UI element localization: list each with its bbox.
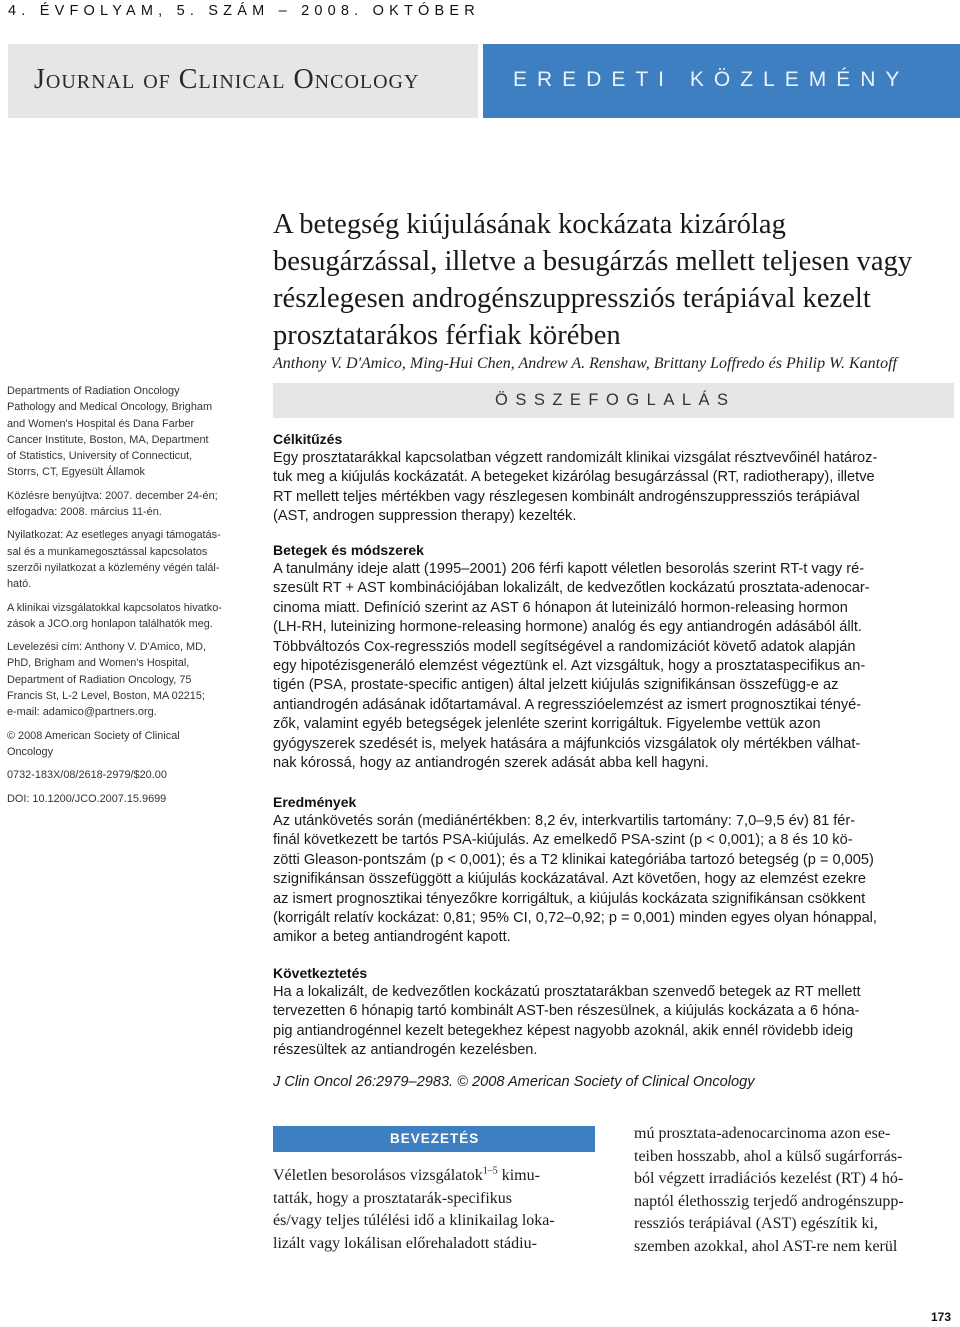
dates-line: Közlésre benyújtva: 2007. december 24-én; bbox=[7, 489, 218, 502]
trials-line: A klinikai vizsgálatokkal kapcsolatos hivatko- bbox=[7, 601, 222, 614]
section-title: Célkitűzés bbox=[273, 431, 343, 447]
section-line: egy hipotézisgeneráló elemzést végeztünk el. Azt vizsgáltuk, hogy a prosztataspecifikus an- bbox=[273, 658, 866, 675]
intro-right-column bbox=[634, 1123, 956, 1258]
intro-heading: BEVEZETÉS bbox=[390, 1131, 480, 1146]
abstract-conclusion bbox=[273, 964, 957, 1061]
section-line: (LH-RH, luteinizing hormone-releasing hormone) analóg és egy antiandrogén adásából állt. bbox=[273, 619, 862, 636]
section-line: szesült RT + AST kombinációjában lokalizált, de kedvezőtlen kockázatú prosztata-adenocar- bbox=[273, 580, 870, 597]
section-line: tuk meg a kiújulás kockázatát. A betegeket kizárólag besugárzással (RT, radiotherapy), illetve bbox=[273, 469, 875, 486]
header-band bbox=[0, 44, 960, 118]
section-title: Eredmények bbox=[273, 794, 357, 810]
correspondence-line: PhD, Brigham and Women's Hospital, bbox=[7, 657, 190, 670]
correspondence-line: Francis St, L-2 Level, Boston, MA 02215; bbox=[7, 690, 205, 703]
submission-dates bbox=[7, 488, 229, 521]
page-number: 173 bbox=[931, 1310, 952, 1324]
section-line: gyógyszerek szedését is, melyek hatására a májfunkciós vizsgálatok oly mértékben válhat- bbox=[273, 735, 861, 752]
issue-line: 4. ÉVFOLYAM, 5. SZÁM – 2008. OKTÓBER bbox=[8, 3, 480, 19]
affiliation-line: Departments of Radiation Oncology bbox=[7, 385, 180, 397]
section-line: pig antiandrogénnel kezelt betegekhez képest nagyobb azoknál, akik ennél rövidebb ideig bbox=[273, 1022, 854, 1039]
section-line: tervezetten 6 hónapig tartó kombinált AST-ben részesülnek, a kiújulás kockázata a 6 hóna- bbox=[273, 1003, 860, 1020]
title-line: besugárzással, illetve a besugárzás mellett teljesen vagy bbox=[273, 246, 913, 277]
title-line: A betegség kiújulásának kockázata kizárólag bbox=[273, 209, 786, 240]
journal-name: Journal of Clinical Oncology bbox=[34, 64, 420, 95]
affiliation bbox=[7, 383, 229, 481]
affiliation-line: and Women's Hospital és Dana Farber bbox=[7, 417, 195, 430]
section-line: RT mellett teljes mértékben vagy részlegesen kombinált androgénszuppressziós terápiával bbox=[273, 488, 860, 505]
body-line: ból végzett irradiációs kezelést (RT) 4 hó- bbox=[634, 1170, 904, 1187]
body-line: teiben hosszabb, ahol a külső sugárforrás- bbox=[634, 1147, 903, 1165]
section-line: Ha a lokalizált, de kedvezőtlen kockázatú prosztatarákban szenvedő betegek az RT mellett bbox=[273, 984, 861, 1000]
section-line: (AST, androgen suppression therapy) kezelték. bbox=[273, 508, 577, 525]
abstract-heading: ÖSSZEFOGLALÁS bbox=[495, 391, 736, 409]
body-line: tatták, hogy a prosztatarák-specifikus bbox=[273, 1189, 513, 1207]
section-title: Következtetés bbox=[273, 965, 368, 981]
copyright bbox=[7, 728, 229, 761]
section-line: Egy prosztatarákkal kapcsolatban végzett randomizált klinikai vizsgálat résztvevőinél határoz- bbox=[273, 450, 878, 466]
correspondence-line: Department of Radiation Oncology, 75 bbox=[7, 673, 192, 686]
section-line: zötti Gleason-pontszám (p < 0,001); és a T2 klinikai kategóriába tartozó betegség (p = 0,005) bbox=[273, 851, 874, 868]
title-line: részlegesen androgénszuppressziós terápiával kezelt bbox=[273, 283, 871, 314]
section-line: Többváltozós Cox-regressziós modell segítségével a randomizációt követő adatok alapján bbox=[273, 638, 856, 655]
correspondence-line: Levelezési cím: Anthony V. D'Amico, MD, bbox=[7, 641, 206, 654]
body-line: szemben azokkal, ahol AST-re nem kerül bbox=[634, 1237, 898, 1255]
disclosure-line: szerzői nyilatkozat a közlemény végén talál- bbox=[7, 561, 220, 574]
section-title: Betegek és módszerek bbox=[273, 542, 424, 558]
abstract-objective bbox=[273, 430, 957, 527]
section-line: cinoma miatt. Definíció szerint az AST 6 hónapon át luteinizáló hormon-releasing hormon bbox=[273, 599, 848, 616]
affiliation-line: Storrs, CT, Egyesült Államok bbox=[7, 466, 145, 479]
affiliation-line: of Statistics, University of Connecticut, bbox=[7, 450, 193, 463]
affiliation-line: Pathology and Medical Oncology, Brigham bbox=[7, 401, 213, 414]
section-line: (korrigált relatív kockázat: 0,81; 95% CI, 0,72–0,92; p = 0,001) minden egyes olyan hónappal, bbox=[273, 910, 877, 927]
section-line: az ismert prognosztikai tényezőkre korrigáltuk, a kiújulás kockázata szignifikánsan csökkent bbox=[273, 890, 866, 907]
article-title bbox=[273, 206, 953, 354]
abstract-methods bbox=[273, 541, 957, 773]
disclosure-line: sal és a munkamegosztással kapcsolatos bbox=[7, 545, 208, 558]
correspondence-line: e-mail: adamico@partners.org. bbox=[7, 706, 157, 719]
section-line: finál következett be tartós PSA-kiújulás. Az emelkedő PSA-szint (p < 0,001); a 8 és 10 kö- bbox=[273, 832, 853, 849]
trial-references bbox=[7, 600, 229, 633]
trials-line: zások a JCO.org honlapon találhatók meg. bbox=[7, 617, 213, 630]
body-line: naptól élethosszig terjedő androgénszupp- bbox=[634, 1192, 904, 1210]
title-line: prosztatarákos férfiak körében bbox=[273, 320, 621, 351]
section-line: antiandrogén adásának időtartamával. A regresszióelemzést az ismert prognosztikai tényé- bbox=[273, 696, 862, 713]
body-line: és/vagy teljes túlélési idő a klinikailag loka- bbox=[273, 1212, 555, 1229]
body-line: ressziós terápiával (AST) egészítik ki, bbox=[634, 1215, 878, 1232]
body-line: mú prosztata-adenocarcinoma azon ese- bbox=[634, 1125, 891, 1142]
dates-line: elfogadva: 2008. március 11-én. bbox=[7, 506, 162, 519]
body-line: lizált vagy lokálisan előrehaladott stádiu- bbox=[273, 1234, 537, 1252]
intro-left-column bbox=[273, 1165, 595, 1255]
section-line: szignifikánsan összefüggött a kiújulás kockázatával. Azt követően, hogy az elemzést ezekre bbox=[273, 871, 866, 888]
section-line: tigén (PSA, prostate-specific antigen) által jelzett kiújulás szignifikánsan összefügg-e az bbox=[273, 677, 839, 694]
citation-ref: 1–5 bbox=[482, 1165, 498, 1177]
section-line: A tanulmány ideje alatt (1995–2001) 206 férfi kapott véletlen besorolás szerint RT-t vagy ré- bbox=[273, 561, 865, 577]
body-text: Véletlen besorolásos vizsgálatok bbox=[273, 1167, 483, 1184]
section-line: zők, valamint egyéb betegségek jelenléte szerint korrigáltuk. Figyelembe vettük azon bbox=[273, 716, 821, 733]
correspondence bbox=[7, 639, 229, 720]
journal-citation: J Clin Oncol 26:2979–2983. © 2008 American Society of Clinical Oncology bbox=[273, 1074, 755, 1090]
abstract-results bbox=[273, 793, 957, 948]
section-line: nak kórossá, hogy az antiandrogén szerek adását abba kell hagyni. bbox=[273, 755, 709, 772]
affiliation-line: Cancer Institute, Boston, MA, Department bbox=[7, 433, 209, 446]
author-list: Anthony V. D'Amico, Ming-Hui Chen, Andrew A. Renshaw, Brittany Loffredo és Philip W. Kantoff bbox=[273, 355, 897, 372]
copyright-line: Oncology bbox=[7, 745, 54, 758]
disclosure bbox=[7, 527, 229, 592]
disclosure-line: ható. bbox=[7, 578, 32, 591]
article-info-sidebar bbox=[7, 383, 229, 814]
body-text: kimu- bbox=[497, 1167, 540, 1184]
copyright-line: © 2008 American Society of Clinical bbox=[7, 729, 180, 742]
section-line: amikor a beteg antiandrogént kapott. bbox=[273, 929, 511, 946]
section-line: részesültek az antiandrogén kezelésben. bbox=[273, 1042, 538, 1059]
disclosure-line: Nyilatkozat: Az esetleges anyagi támogatás- bbox=[7, 529, 221, 542]
article-type: EREDETI KÖZLEMÉNY bbox=[513, 68, 910, 91]
doi: DOI: 10.1200/JCO.2007.15.9699 bbox=[7, 792, 167, 805]
journal-banner bbox=[8, 44, 478, 118]
article-type-banner bbox=[483, 44, 960, 118]
abstract-heading-bar bbox=[273, 383, 954, 418]
body-line bbox=[273, 1165, 595, 1188]
issn: 0732-183X/08/2618-2979/$20.00 bbox=[7, 769, 167, 782]
intro-heading-bar bbox=[273, 1126, 595, 1152]
section-line: Az utánkövetés során (mediánértékben: 8,2 év, interkvartilis tartomány: 7,0–9,5 év) 81 fér- bbox=[273, 813, 856, 829]
